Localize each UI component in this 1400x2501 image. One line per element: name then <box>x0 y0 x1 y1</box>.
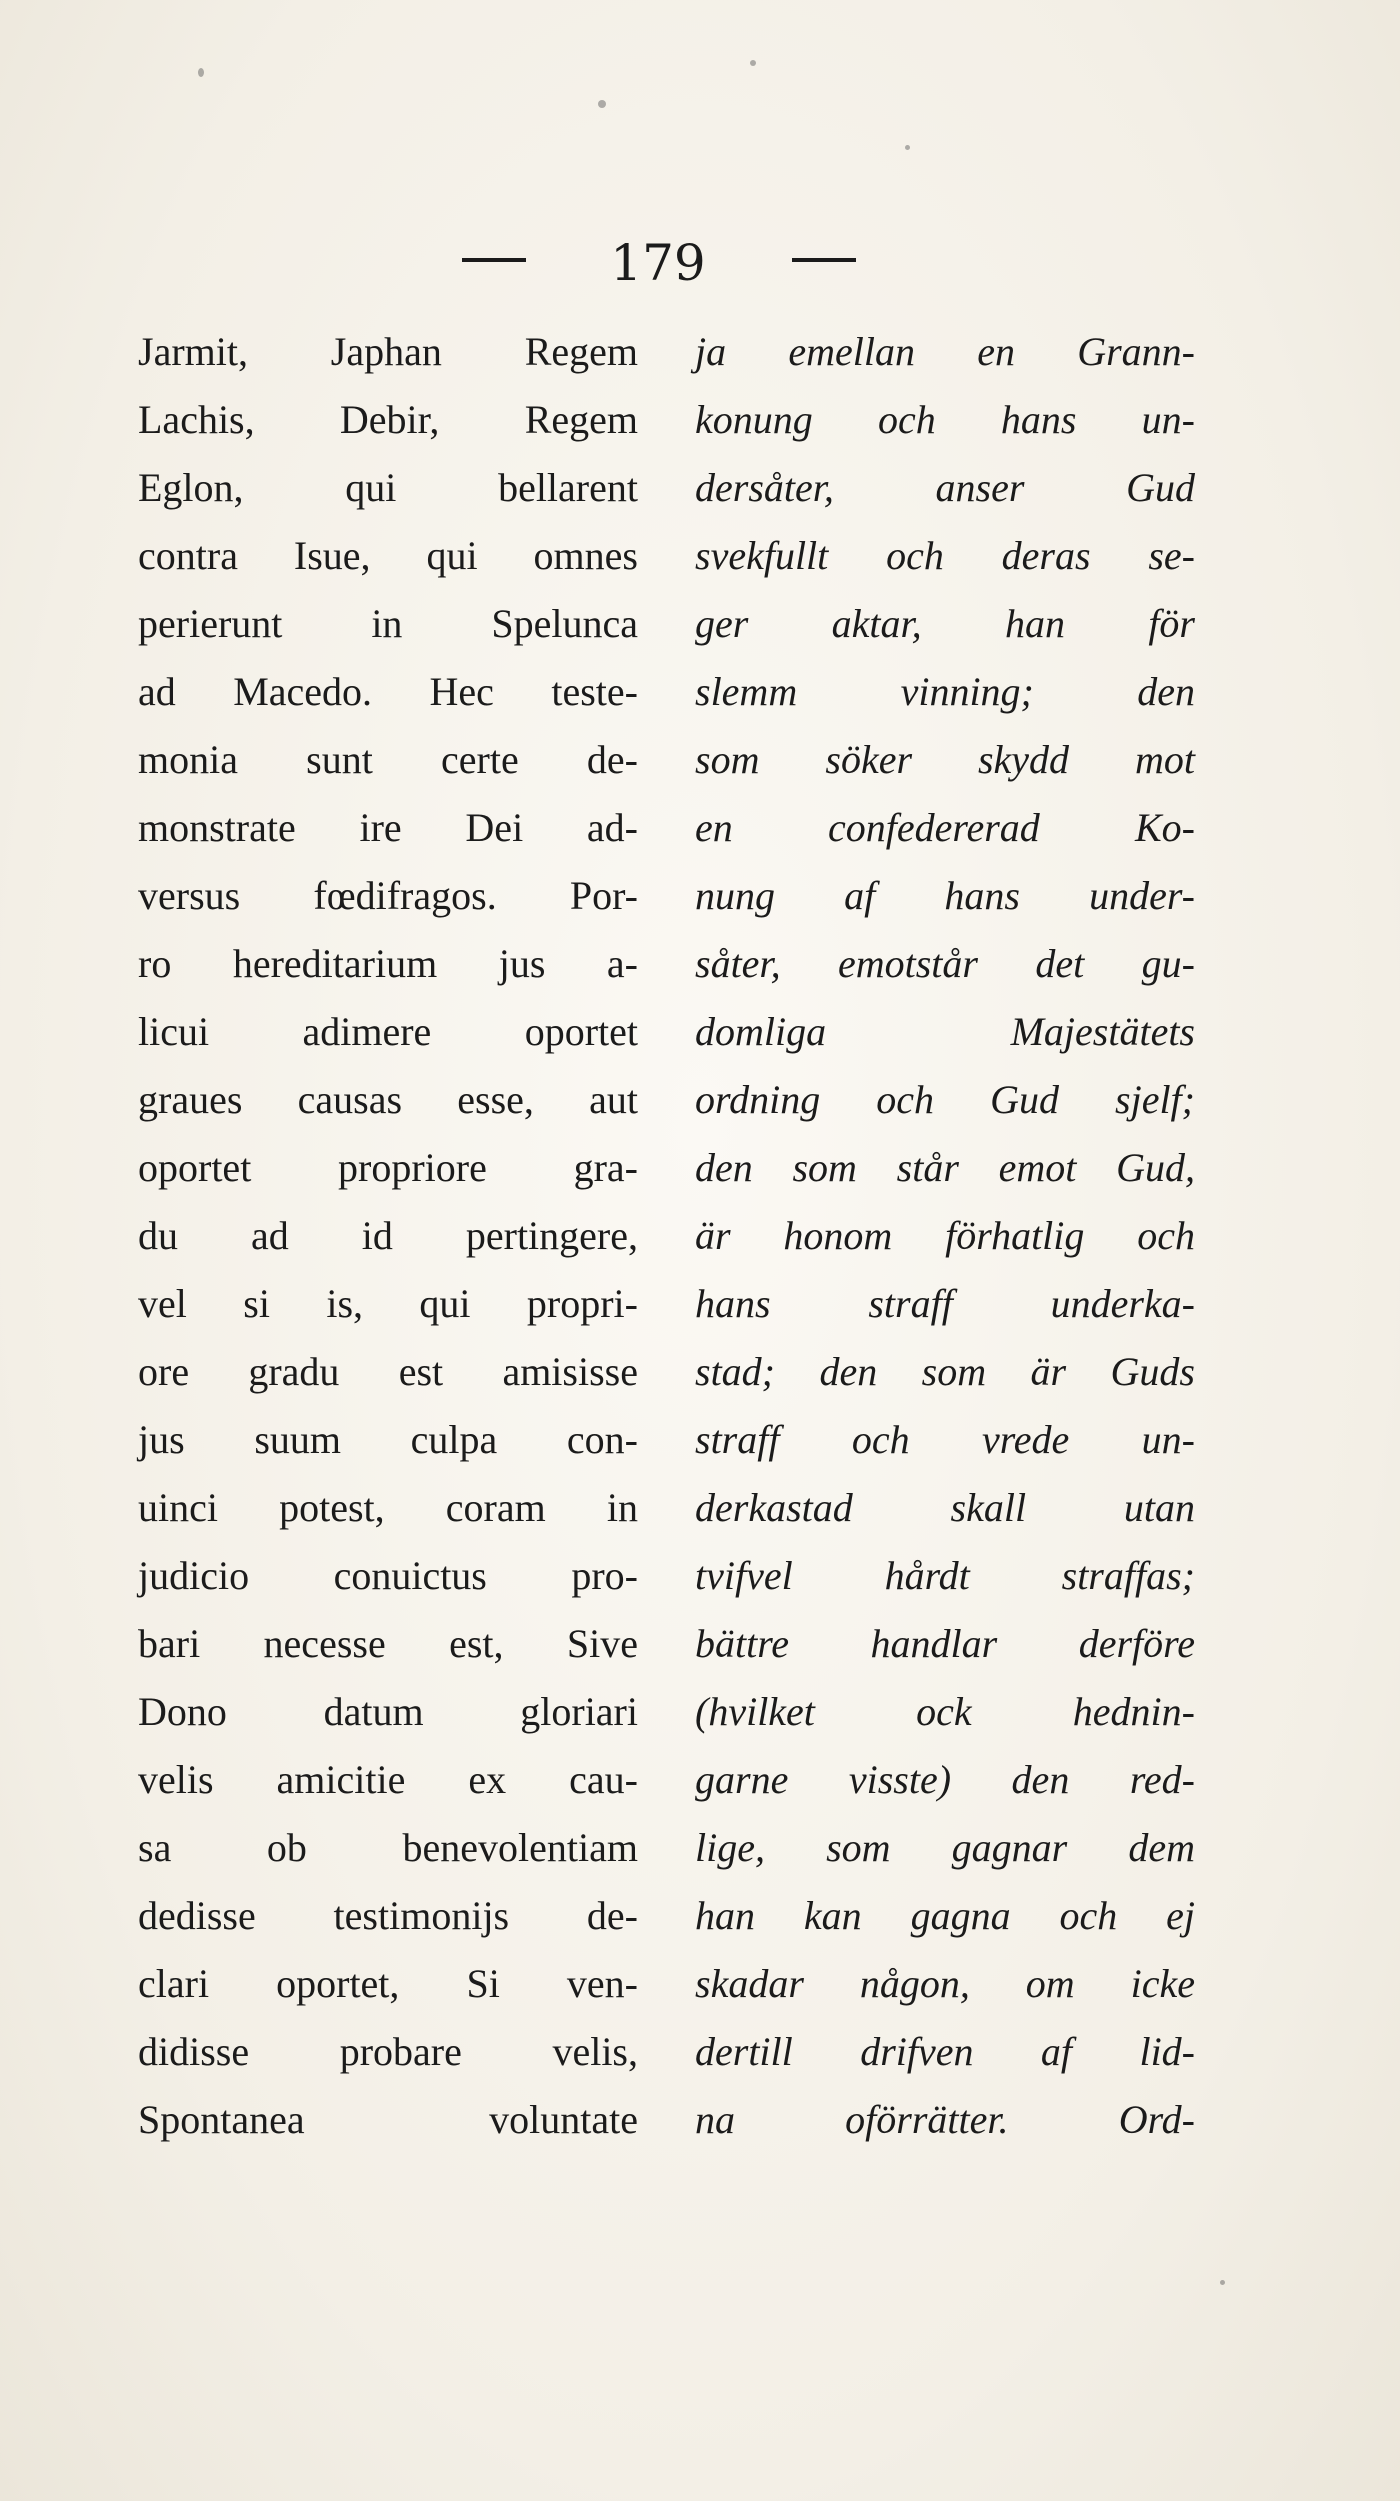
ink-speck <box>905 145 910 150</box>
text-line: perierunt in Spelunca <box>138 601 638 646</box>
text-line: Eglon, qui bellarent <box>138 465 638 510</box>
text-line: Jarmit, Japhan Regem <box>138 329 638 374</box>
text-line: konung och hans un- <box>695 397 1195 442</box>
text-line: ad Macedo. Hec teste- <box>138 669 638 714</box>
text-line: velis amicitie ex cau- <box>138 1757 638 1802</box>
text-line: ja emellan en Grann- <box>695 329 1195 374</box>
text-line: sa ob benevolentiam <box>138 1825 638 1870</box>
text-line: vel si is, qui propri- <box>138 1281 638 1326</box>
text-line: monstrate ire Dei ad- <box>138 805 638 850</box>
text-line: derkastad skall utan <box>695 1485 1195 1530</box>
text-line: som söker skydd mot <box>695 737 1195 782</box>
text-line: ordning och Gud sjelf; <box>695 1077 1195 1122</box>
ink-speck <box>598 100 606 108</box>
text-line: straff och vrede un- <box>695 1417 1195 1462</box>
text-line: ore gradu est amisisse <box>138 1349 638 1394</box>
ink-speck <box>198 68 204 77</box>
text-line: han kan gagna och ej <box>695 1893 1195 1938</box>
text-line: uinci potest, coram in <box>138 1485 638 1530</box>
swedish-text-column <box>695 318 1195 2318</box>
text-line: domliga Majestätets <box>695 1009 1195 1054</box>
text-line: är honom förhatlig och <box>695 1213 1195 1258</box>
text-line: nung af hans under- <box>695 873 1195 918</box>
text-line: lige, som gagnar dem <box>695 1825 1195 1870</box>
text-line: judicio conuictus pro- <box>138 1553 638 1598</box>
ink-speck <box>750 60 756 66</box>
text-line: contra Isue, qui omnes <box>138 533 638 578</box>
text-line: tvifvel hårdt straffas; <box>695 1553 1195 1598</box>
text-line: Dono datum gloriari <box>138 1689 638 1734</box>
text-line: svekfullt och deras se- <box>695 533 1195 578</box>
text-line: du ad id pertingere, <box>138 1213 638 1258</box>
text-line: na oförrätter. Ord- <box>695 2097 1195 2142</box>
text-line: en confedererad Ko- <box>695 805 1195 850</box>
text-line: den som står emot Gud, <box>695 1145 1195 1190</box>
text-line: bättre handlar derföre <box>695 1621 1195 1666</box>
text-line: oportet propriore gra- <box>138 1145 638 1190</box>
text-line: didisse probare velis, <box>138 2029 638 2074</box>
text-line: slemm vinning; den <box>695 669 1195 714</box>
text-line: garne visste) den red- <box>695 1757 1195 1802</box>
text-line: bari necesse est, Sive <box>138 1621 638 1666</box>
text-line: ger aktar, han för <box>695 601 1195 646</box>
text-line: ro hereditarium jus a- <box>138 941 638 986</box>
text-line: Lachis, Debir, Regem <box>138 397 638 442</box>
text-line: graues causas esse, aut <box>138 1077 638 1122</box>
text-line: såter, emotstår det gu- <box>695 941 1195 986</box>
header-dash-left <box>462 258 526 262</box>
text-line: stad; den som är Guds <box>695 1349 1195 1394</box>
text-line: versus fœdifragos. Por- <box>138 873 638 918</box>
text-line: dersåter, anser Gud <box>695 465 1195 510</box>
text-line: monia sunt certe de- <box>138 737 638 782</box>
text-line: dertill drifven af lid- <box>695 2029 1195 2074</box>
text-line: hans straff underka- <box>695 1281 1195 1326</box>
text-line: Spontanea voluntate <box>138 2097 638 2142</box>
text-line: clari oportet, Si ven- <box>138 1961 638 2006</box>
text-line: licui adimere oportet <box>138 1009 638 1054</box>
text-line: skadar någon, om icke <box>695 1961 1195 2006</box>
page-number: 179 <box>610 234 706 292</box>
text-line: jus suum culpa con- <box>138 1417 638 1462</box>
text-line: dedisse testimonijs de- <box>138 1893 638 1938</box>
page-header <box>0 228 1400 298</box>
text-line: (hvilket ock hednin- <box>695 1689 1195 1734</box>
latin-text-column <box>138 318 638 2318</box>
ink-speck <box>1220 2280 1225 2285</box>
header-dash-right <box>792 258 856 262</box>
